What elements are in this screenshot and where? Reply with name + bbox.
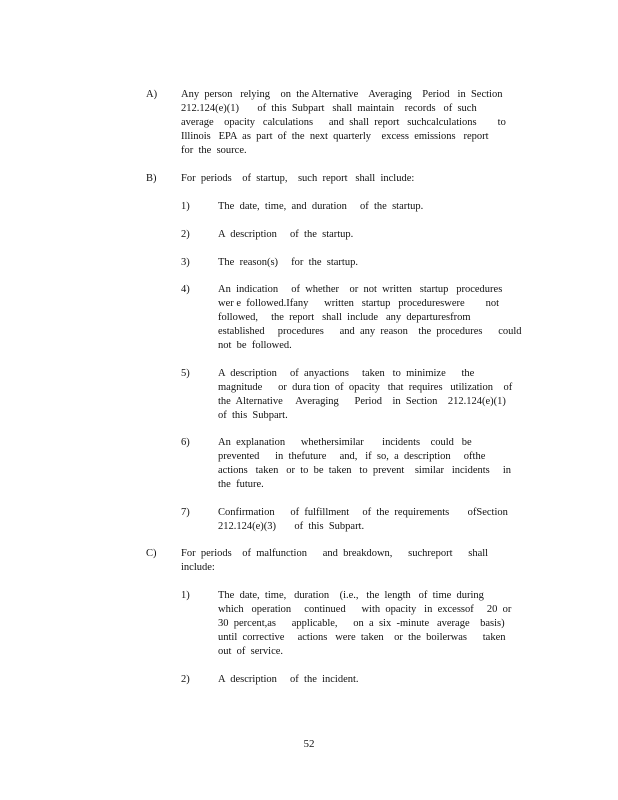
sub-item-line: of this Subpart. <box>218 410 288 421</box>
sub-item-line: until corrective actions were taken or the boilerwas taken <box>218 632 506 643</box>
sub-item-line: wer e followed.Ifany written startup procedureswere not <box>218 298 500 309</box>
item-a-label: A) <box>146 89 158 100</box>
sub-item-line: An indication of whether or not written startup procedures <box>218 284 503 295</box>
sub-item-label: 7) <box>181 507 190 518</box>
sub-item-label: 4) <box>181 284 190 295</box>
sub-item-line: A description of the incident. <box>218 674 359 685</box>
sub-item-line: the future. <box>218 479 264 490</box>
sub-item-line: An explanation whethersimilar incidents could be <box>218 437 472 448</box>
sub-item-label: 6) <box>181 437 190 448</box>
item-b-line: For periods of startup, such report shall include: <box>181 173 415 184</box>
sub-item-line: not be followed. <box>218 340 292 351</box>
sub-item-line: A description of the startup. <box>218 229 354 240</box>
page-number: 52 <box>303 738 315 750</box>
sub-item-label: 1) <box>181 590 190 601</box>
item-a-line: average opacity calculations and shall report suchcalculations to <box>181 117 506 128</box>
sub-item-line: out of service. <box>218 646 284 657</box>
sub-item-line: Confirmation of fulfillment of the requirements ofSection <box>218 507 508 518</box>
item-a-line: 212.124(e)(1) of this Subpart shall maintain records of such <box>181 103 477 114</box>
item-a-line: Any person relying on the Alternative Averaging Period in Section <box>181 89 503 100</box>
sub-item-line: prevented in thefuture and, if so, a description ofthe <box>218 451 486 462</box>
sub-item-line: which operation continued with opacity in excessof 20 or <box>218 604 512 615</box>
sub-item-line: 212.124(e)(3) of this Subpart. <box>218 521 365 532</box>
sub-item-line: A description of anyactions taken to minimize the <box>218 368 475 379</box>
item-b-label: B) <box>146 173 157 184</box>
sub-item-line: actions taken or to be taken to prevent similar incidents in <box>218 465 512 476</box>
sub-item-label: 1) <box>181 201 190 212</box>
sub-item-line: followed, the report shall include any departuresfrom <box>218 312 471 323</box>
sub-item-line: the Alternative Averaging Period in Section 212.124(e)(1) <box>218 396 506 407</box>
sub-item-label: 3) <box>181 257 190 268</box>
item-c-label: C) <box>146 548 157 559</box>
sub-item-line: established procedures and any reason the procedures could <box>218 326 522 337</box>
sub-item-line: The date, time, and duration of the startup. <box>218 201 424 212</box>
sub-item-label: 2) <box>181 229 190 240</box>
sub-item-label: 2) <box>181 674 190 685</box>
sub-item-line: magnitude or dura tion of opacity that requires utilization of <box>218 382 513 393</box>
item-c-line: include: <box>181 562 215 573</box>
sub-item-line: 30 percent,as applicable, on a six -minute average basis) <box>218 618 505 629</box>
sub-item-line: The date, time, duration (i.e., the length of time during <box>218 590 484 601</box>
item-a-line: for the source. <box>181 145 247 156</box>
item-c-line: For periods of malfunction and breakdown, suchreport shall <box>181 548 489 559</box>
item-a-line: Illinois EPA as part of the next quarterly excess emissions report <box>181 131 489 142</box>
sub-item-label: 5) <box>181 368 190 379</box>
sub-item-line: The reason(s) for the startup. <box>218 257 358 268</box>
